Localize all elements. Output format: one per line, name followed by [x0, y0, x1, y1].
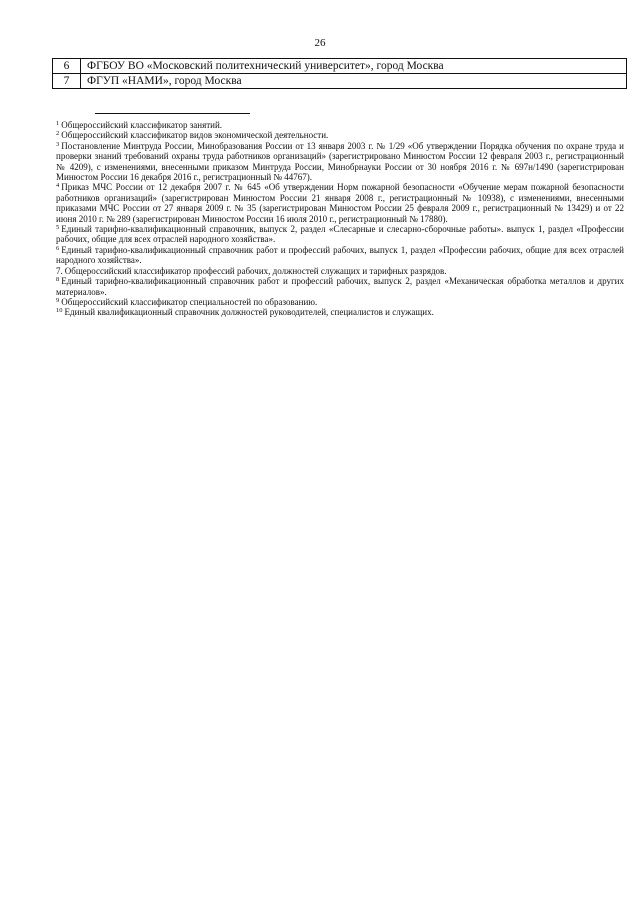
footnote-text: Общероссийский классификатор занятий.: [61, 120, 223, 130]
organization-name: ФГБОУ ВО «Московский политехнический университет», город Москва: [81, 59, 627, 74]
footnote-4: [56, 182, 624, 224]
footnote-text: Единый тарифно-квалификационный справочник, выпуск 2, раздел «Слесарные и слесарно-сборочные работы». выпуск 1, раздел «Профессии рабочих, общие для всех отраслей народного хозяйства».: [56, 224, 624, 245]
footnote-6: [56, 245, 624, 266]
footnotes-list: [56, 120, 624, 318]
footnote-marker: 8: [56, 276, 60, 284]
footnote-5: [56, 224, 624, 245]
footnote-9: [56, 297, 624, 307]
organization-name: ФГУП «НАМИ», город Москва: [81, 74, 627, 89]
footnote-marker: 7.: [56, 265, 63, 276]
footnote-marker: 2: [56, 130, 60, 138]
footnote-10: [56, 307, 624, 317]
row-number: 6: [53, 59, 81, 74]
footnote-text: Единый тарифно-квалификационный справочник работ и профессий рабочих, выпуск 2, раздел «Механическая обработка металлов и других материалов».: [56, 276, 624, 297]
footnote-marker: 3: [56, 140, 60, 148]
footnote-text: Общероссийский классификатор специальностей по образованию.: [61, 296, 318, 307]
footnote-separator: [95, 113, 250, 114]
footnote-text: Единый тарифно-квалификационный справочник работ и профессий рабочих, выпуск 1, раздел «Профессии рабочих, общие для всех отраслей народного хозяйства».: [56, 244, 624, 266]
footnote-3: [56, 141, 624, 183]
footnote-8: [56, 276, 624, 297]
footnote-text: Приказ МЧС России от 12 декабря 2007 г. № 645 «Об утверждении Норм пожарной безопасности «Обучение мерам пожарной безопасности работников организаций» (зарегистрирован Минюстом России 21 января 2008 г., регистрационный № 10938), с изменениями, внесенными приказами МЧС России от 27 января 2009 г. № 35 (зарегистрирован Минюстом России 25 февраля 2009 г., регистрационный № 13429) и от 22 июня 2010 г. № 289 (зарегистрирован Минюстом России 16 июля 2010 г., регистрационный № 17880).: [56, 182, 624, 224]
row-number: 7: [53, 74, 81, 89]
organizations-table: [52, 58, 627, 89]
footnote-7: [56, 266, 624, 276]
footnote-text: Постановление Минтруда России, Минобразования России от 13 января 2003 г. № 1/29 «Об утверждении Порядка обучения по охране труда и проверки знаний требований охраны труда работников организаций» (зарегистрировано Минюстом России 12 февраля 2003 г., регистрационный № 4209), с изменениями, внесенными приказом Минтруда России, Минобрнауки России от 30 ноября 2016 г. № 697н/1490 (зарегистрирован Минюстом России 16 декабря 2016 г., регистрационный № 44767).: [56, 140, 624, 183]
footnote-1: [56, 120, 624, 130]
footnote-marker: 10: [56, 307, 63, 315]
footnote-text: Единый квалификационный справочник должностей руководителей, специалистов и служащих.: [64, 307, 434, 318]
footnote-text: Общероссийский классификатор профессий рабочих, должностей служащих и тарифных разрядов.: [64, 265, 447, 276]
footnote-marker: 5: [56, 224, 60, 232]
page-number: 26: [314, 37, 326, 49]
footnote-marker: 4: [56, 182, 60, 190]
table-row: [53, 74, 627, 89]
footnote-marker: 1: [56, 120, 60, 127]
table-row: [53, 59, 627, 74]
footnote-text: Общероссийский классификатор видов экономической деятельности.: [61, 130, 329, 141]
footnote-marker: 6: [56, 244, 60, 252]
footnote-2: [56, 130, 624, 140]
footnote-marker: 9: [56, 296, 60, 304]
